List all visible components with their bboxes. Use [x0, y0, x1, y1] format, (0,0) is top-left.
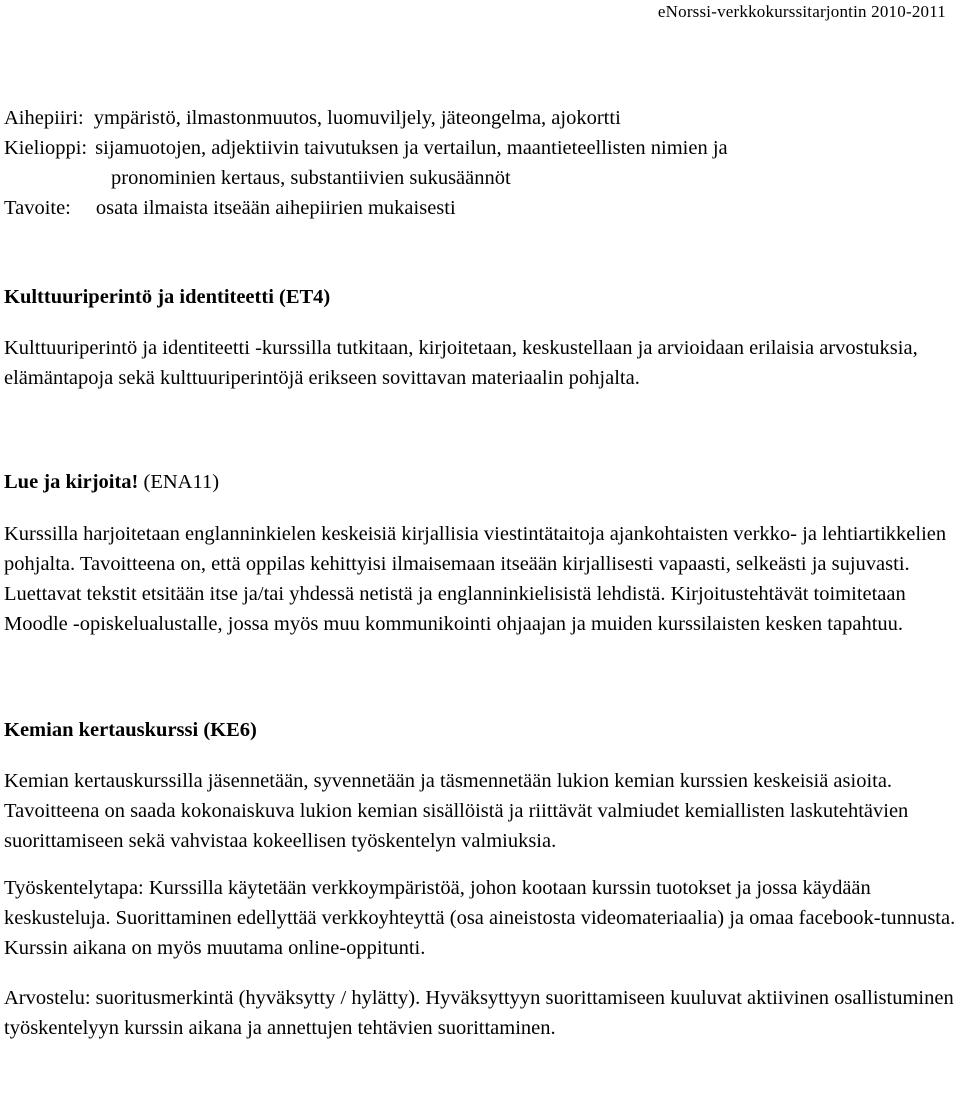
section-title-ena11-code: (ENA11) [143, 471, 220, 493]
aihepiiri-label: Aihepiiri: [4, 107, 84, 129]
section-body-ke6-method [4, 873, 956, 963]
section-body-ke6 [4, 766, 956, 856]
paragraph: Kemian kertauskurssilla jäsennetään, syvennetään ja täsmennetään lukion kemian kurssien keskeisiä asioita. Tavoitteena on saada kokonaiskuva lukion kemian sisällöistä ja riittävät valmiudet kemiallisten laskutehtävien suorittamiseen sekä vahvistaa kokeellisen työskentelyn valmiuksia. [4, 770, 909, 852]
aihepiiri-value: ympäristö, ilmastonmuutos, luomuviljely, jäteongelma, ajokortti [93, 107, 621, 129]
paragraph: Työskentelytapa: Kurssilla käytetään verkkoympäristöä, johon kootaan kurssin tuotokset ja jossa käydään keskusteluja. Suorittaminen edellyttää verkkoyhteyttä (osa aineistosta videomateriaalia) ja omaa facebook-tunnusta. Kurssin aikana on myös muutama online-oppitunti. [4, 877, 956, 959]
section-title-ke6: Kemian kertauskurssi (KE6) [4, 719, 257, 741]
section-body-ke6-grading [4, 983, 956, 1043]
section-title-et4: Kulttuuriperintö ja identiteetti (ET4) [4, 286, 331, 308]
paragraph: Kurssilla harjoitetaan englanninkielen keskeisiä kirjallisia viestintätaitoja ajankohtaisten verkko- ja lehtiartikkelien pohjalta. Tavoitteena on, että oppilas kehittyisi ilmaisemaan itseään kirjallisesti vapaasti, selkeästi ja sujuvasti. Luettavat tekstit etsitään itse ja/tai yhdessä netistä ja englanninkielisistä lehdistä. Kirjoitustehtävät toimitetaan Moodle -opiskelualustalle, jossa myös muu kommunikointi ohjaajan ja muiden kurssilaisten kesken tapahtuu. [4, 523, 947, 635]
tavoite-value: osata ilmaista itseään aihepiirien mukaisesti [95, 197, 456, 219]
kielioppi-value-line2: pronominien kertaus, substantiivien sukusäännöt [111, 167, 511, 189]
info-row-tavoite [4, 193, 944, 223]
tavoite-label: Tavoite: [4, 197, 71, 219]
course-info-block [4, 103, 944, 223]
kielioppi-value-line1: sijamuotojen, adjektiivin taivutuksen ja vertailun, maantieteellisten nimien ja [95, 137, 728, 159]
section-ena11 [4, 467, 956, 639]
paragraph: Arvostelu: suoritusmerkintä (hyväksytty / hylätty). Hyväksyttyyn suorittamiseen kuuluvat aktiivinen osallistuminen työskentelyyn kurssin aikana ja annettujen tehtävien suorittaminen. [4, 987, 954, 1039]
section-body-ena11 [4, 519, 956, 639]
info-row-aihepiiri [4, 103, 944, 133]
page-header: eNorssi-verkkokurssitarjontin 2010-2011 [657, 2, 946, 21]
section-body-et4 [4, 333, 956, 393]
section-et4 [4, 282, 956, 393]
section-title-ena11-main: Lue ja kirjoita! [4, 471, 139, 493]
section-title-ena11 [4, 467, 956, 497]
kielioppi-label: Kielioppi: [4, 137, 88, 159]
info-row-kielioppi [4, 133, 944, 163]
paragraph: Kulttuuriperintö ja identiteetti -kurssilla tutkitaan, kirjoitetaan, keskustellaan ja arvioidaan erilaisia arvostuksia, elämäntapoja sekä kulttuuriperintöjä erikseen sovittavan materiaalin pohjalta. [4, 337, 918, 389]
section-ke6 [4, 715, 956, 1043]
